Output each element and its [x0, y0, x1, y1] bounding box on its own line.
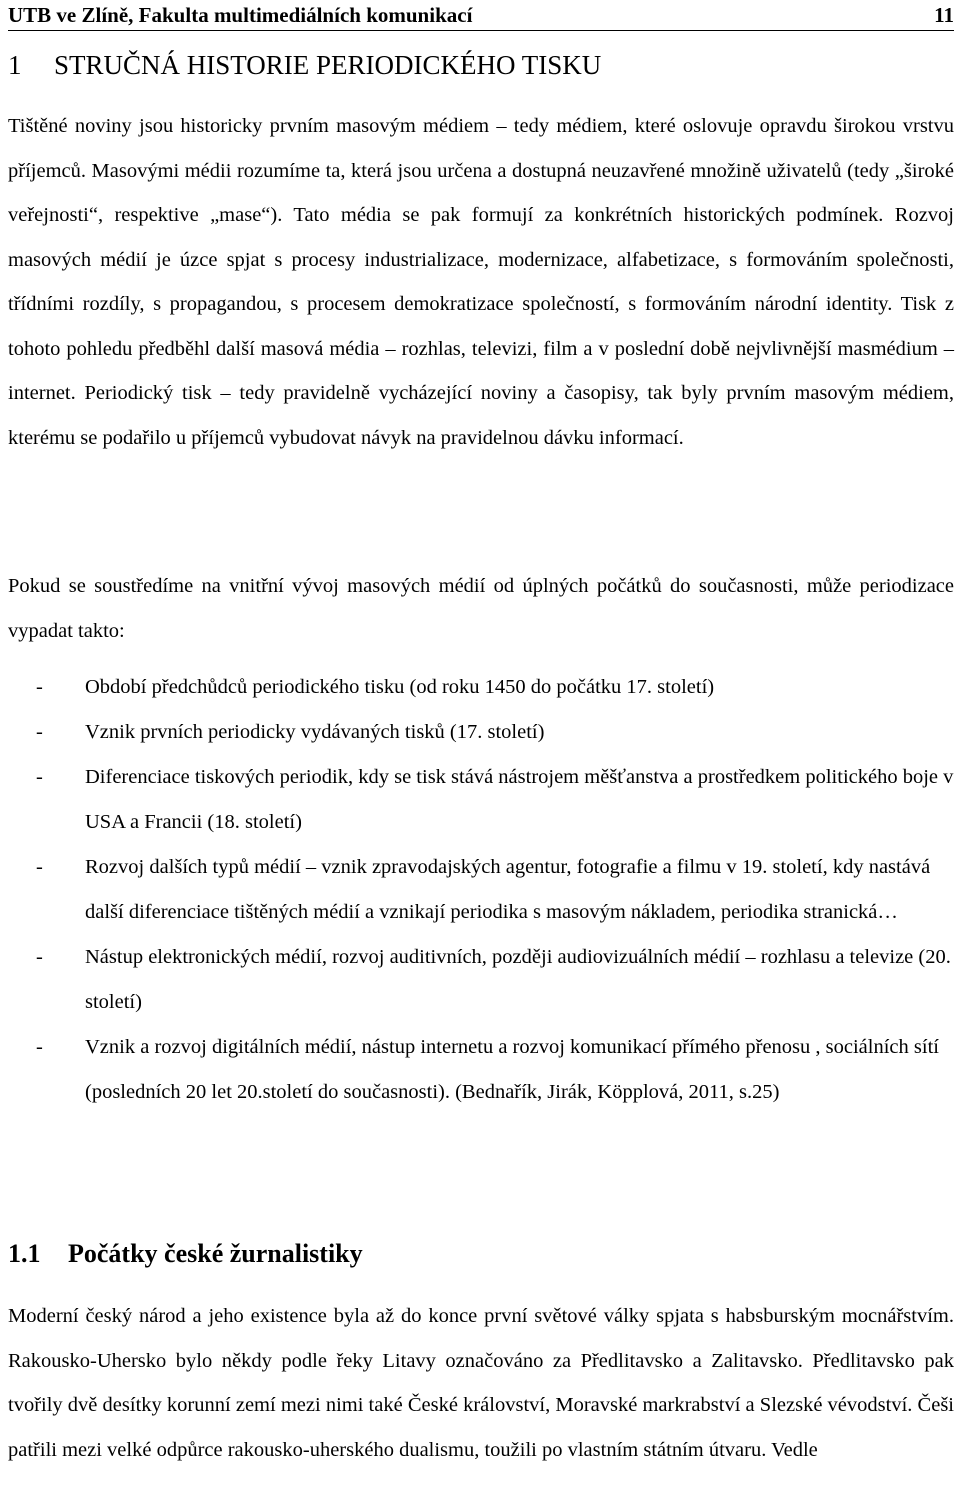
list-item-text: Období předchůdců periodického tisku (od roku 1450 do počátku 17. století): [85, 676, 715, 698]
list-item: [8, 845, 954, 935]
intro-paragraph: Tištěné noviny jsou historicky prvním masovým médiem – tedy médiem, které oslovuje opravdu širokou vrstvu příjemců. Masovými médii rozumíme ta, která jsou určena a dostupná neuzavřené množině uživatelů (tedy „široké veřejnosti“, respektive „mase“). Tato média se pak formují za konkrétních historických podmínek. Rozvoj masových médií je úzce spjat s procesy industrializace, modernizace, alfabetizace, s formováním společnosti, třídními rozdíly, s propagandou, s procesem demokratizace společností, s formováním národní identity. Tisk z tohoto pohledu předběhl další masová média – rozhlas, televizi, film a v poslední době nejvlivnější masmédium – internet. Periodický tisk – tedy pravidelně vycházející noviny a časopisy, tak byly prvním masovým médiem, kterému se podařilo u příjemců vybudovat návyk na pravidelnou dávku informací.: [8, 115, 954, 449]
chapter-heading: [8, 45, 601, 85]
list-dash: -: [36, 721, 43, 743]
list-item-text: Vznik a rozvoj digitálních médií, nástup internetu a rozvoj komunikací přímého přenosu , sociálních sítí (posledních 20 let 20.století do současnosti). (Bednařík, Jirák, Köpplová, 2011, s.25): [85, 1036, 939, 1103]
list-dash: -: [36, 766, 43, 788]
list-item: [8, 755, 954, 845]
list-item-text: Rozvoj dalších typů médií – vznik zpravodajských agentur, fotografie a filmu v 19. století, kdy nastává další diferenciace tištěných médií a vznikají periodika s masovým nákladem, periodika stranická…: [85, 856, 931, 923]
periodization-list: [8, 665, 954, 1115]
running-header: [8, 2, 954, 31]
section-number: 1.1: [8, 1239, 41, 1268]
list-dash: -: [36, 856, 43, 878]
section-heading: [8, 1232, 363, 1276]
list-item: [8, 665, 954, 710]
list-item: [8, 710, 954, 755]
list-item: [8, 935, 954, 1025]
chapter-title: STRUČNÁ HISTORIE PERIODICKÉHO TISKU: [54, 50, 602, 80]
list-dash: -: [36, 676, 43, 698]
document-header-title: UTB ve Zlíně, Fakulta multimediálních komunikací: [8, 3, 473, 27]
section-paragraph: Moderní český národ a jeho existence byla až do konce první světové války spjata s habsburským mocnářstvím. Rakousko-Uhersko bylo někdy podle řeky Litavy označováno za Předlitavsko a Zalitavsko. Předlitavsko pak tvořily dvě desítky korunní zemí mezi nimi také České království, Moravské markrabství a Slezské vévodství. Češi patřili mezi velké odpůrce rakousko-uherského dualismu, toužili po vlastním státním útvaru. Vedle: [8, 1305, 954, 1461]
list-item: [8, 1025, 954, 1115]
page-number: 11: [934, 3, 954, 27]
section-title: Počátky české žurnalistiky: [68, 1239, 363, 1268]
list-item-text: Diferenciace tiskových periodik, kdy se tisk stává nástrojem měšťanstva a prostředkem politického boje v USA a Francii (18. století): [85, 766, 954, 833]
list-item-text: Nástup elektronických médií, rozvoj auditivních, později audiovizuálních médií – rozhlasu a televize (20. století): [85, 946, 951, 1013]
list-dash: -: [36, 1036, 43, 1058]
periodization-intro-paragraph: Pokud se soustředíme na vnitřní vývoj masových médií od úplných počátků do současnosti, může periodizace vypadat takto:: [8, 575, 954, 642]
list-dash: -: [36, 946, 43, 968]
chapter-number: 1: [8, 50, 22, 80]
list-item-text: Vznik prvních periodicky vydávaných tisků (17. století): [85, 721, 545, 743]
